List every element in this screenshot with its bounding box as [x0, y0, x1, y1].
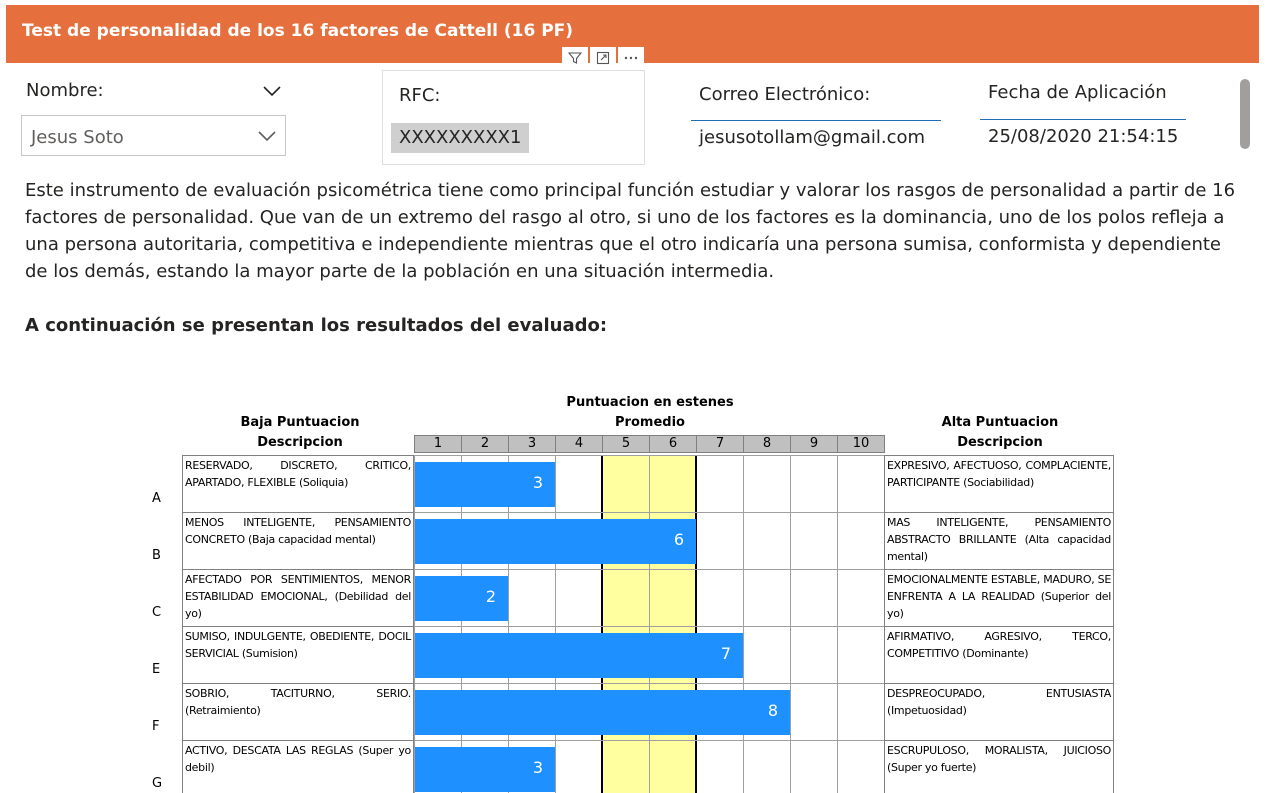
factor-label: B [152, 548, 161, 563]
high-desc-header: Descripcion [957, 435, 1043, 450]
chart-subtitle: Promedio [615, 415, 685, 430]
bar-value-label: 8 [767, 701, 778, 720]
low-desc-header: Descripcion [257, 435, 343, 450]
low-description: ACTIVO, DESCATA LAS REGLAS (Super yo debil) [182, 740, 414, 793]
bar-value-label: 2 [485, 587, 496, 606]
scale-label: 6 [649, 435, 697, 453]
correo-label: Correo Electrónico: [699, 84, 871, 105]
grid-line [414, 569, 884, 570]
scale-label: 9 [790, 435, 838, 453]
correo-divider [691, 120, 941, 121]
results-subtitle: A continuación se presentan los resultados del evaluado: [25, 315, 608, 336]
correo-field [699, 84, 944, 154]
cattell-profile-chart [0, 380, 1267, 793]
bar-value-label: 3 [532, 758, 543, 777]
factor-label: C [152, 605, 162, 620]
grid-line [414, 626, 884, 627]
factor-label: G [152, 776, 163, 791]
nombre-slicer-header[interactable] [26, 78, 286, 106]
chart-title: Puntuacion en estenes [566, 395, 734, 410]
grid-line [414, 683, 884, 684]
scale-label: 8 [743, 435, 791, 453]
grid-line [555, 455, 556, 793]
scrollbar-thumb[interactable] [1240, 79, 1250, 149]
low-description: AFECTADO POR SENTIMIENTOS, MENOR ESTABILIDAD EMOCIONAL, (Debilidad del yo) [182, 569, 414, 627]
high-description: DESPREOCUPADO, ENTUSIASTA (Impetuosidad) [884, 683, 1114, 741]
factor-label: E [152, 662, 161, 677]
grid-line [414, 455, 884, 456]
high-description: ESCRUPULOSO, MORALISTA, JUICIOSO (Super yo fuerte) [884, 740, 1114, 793]
scale-label: 4 [555, 435, 603, 453]
fecha-divider [980, 119, 1186, 120]
intro-paragraph: Este instrumento de evaluación psicométrica tiene como principal función estudiar y valorar los rasgos de personalidad a partir de 16 factores de personalidad. Que van de un extremo del rasgo al otro, si uno de los factores es la dominancia, uno de los polos refleja a una persona autoritaria, competitiva e independiente mientras que el otro indicaría una persona sumisa, conformista y dependiente de los demás, estando la mayor parte de la población en una situación intermedia. [25, 180, 1236, 282]
low-score-header: Baja Puntuacion [240, 415, 360, 430]
factor-label: A [152, 491, 161, 506]
high-description: EXPRESIVO, AFECTUOSO, COMPLACIENTE, PARTICIPANTE (Sociabilidad) [884, 455, 1114, 513]
grid-line [695, 455, 697, 793]
visual-toolbar [562, 47, 644, 69]
high-description: EMOCIONALMENTE ESTABLE, MADURO, SE ENFRENTA A LA REALIDAD (Superior del yo) [884, 569, 1114, 627]
grid-line [790, 455, 791, 793]
scale-label: 7 [696, 435, 744, 453]
grid-line [414, 512, 884, 513]
nombre-dropdown[interactable] [21, 115, 286, 156]
nombre-value: Jesus Soto [31, 127, 124, 148]
correo-value: jesusotollam@gmail.com [699, 127, 926, 148]
nombre-label: Nombre: [26, 80, 104, 101]
bar-value-label: 6 [673, 530, 684, 549]
scale-label: 1 [414, 435, 462, 453]
grid-line [601, 455, 603, 793]
low-description: SUMISO, INDULGENTE, OBEDIENTE, DOCIL SERVICIAL (Sumision) [182, 626, 414, 684]
low-description: MENOS INTELIGENTE, PENSAMIENTO CONCRETO (Baja capacidad mental) [182, 512, 414, 570]
rfc-label: RFC: [399, 85, 441, 106]
rfc-card[interactable] [382, 70, 645, 165]
fecha-field [988, 82, 1198, 152]
grid-line [414, 740, 884, 741]
factor-label: F [152, 719, 160, 734]
chevron-down-icon[interactable] [262, 82, 282, 101]
more-options-icon[interactable] [618, 47, 644, 69]
low-description: SOBRIO, TACITURNO, SERIO. (Retraimiento) [182, 683, 414, 741]
grid-line [649, 455, 650, 793]
grid-line [743, 455, 744, 793]
bar-value-label: 7 [720, 644, 731, 663]
scale-label: 3 [508, 435, 556, 453]
bar-value-label: 3 [532, 473, 543, 492]
scale-label: 5 [602, 435, 650, 453]
page-title: Test de personalidad de los 16 factores de Cattell (16 PF) [22, 21, 574, 41]
high-description: AFIRMATIVO, AGRESIVO, TERCO, COMPETITIVO (Dominante) [884, 626, 1114, 684]
rfc-value[interactable]: XXXXXXXXX1 [391, 123, 529, 153]
fecha-value: 25/08/2020 21:54:15 [988, 126, 1179, 147]
fecha-label: Fecha de Aplicación [988, 82, 1167, 103]
low-description: RESERVADO, DISCRETO, CRITICO, APARTADO, FLEXIBLE (Soliquia) [182, 455, 414, 513]
scale-label: 2 [461, 435, 509, 453]
scale-label: 10 [837, 435, 885, 453]
high-description: MAS INTELIGENTE, PENSAMIENTO ABSTRACTO BRILLANTE (Alta capacidad mental) [884, 512, 1114, 570]
focus-mode-icon[interactable] [590, 47, 616, 69]
grid-line [837, 455, 838, 793]
chevron-down-icon [257, 127, 277, 146]
filter-icon[interactable] [562, 47, 588, 69]
high-score-header: Alta Puntuacion [941, 415, 1059, 430]
